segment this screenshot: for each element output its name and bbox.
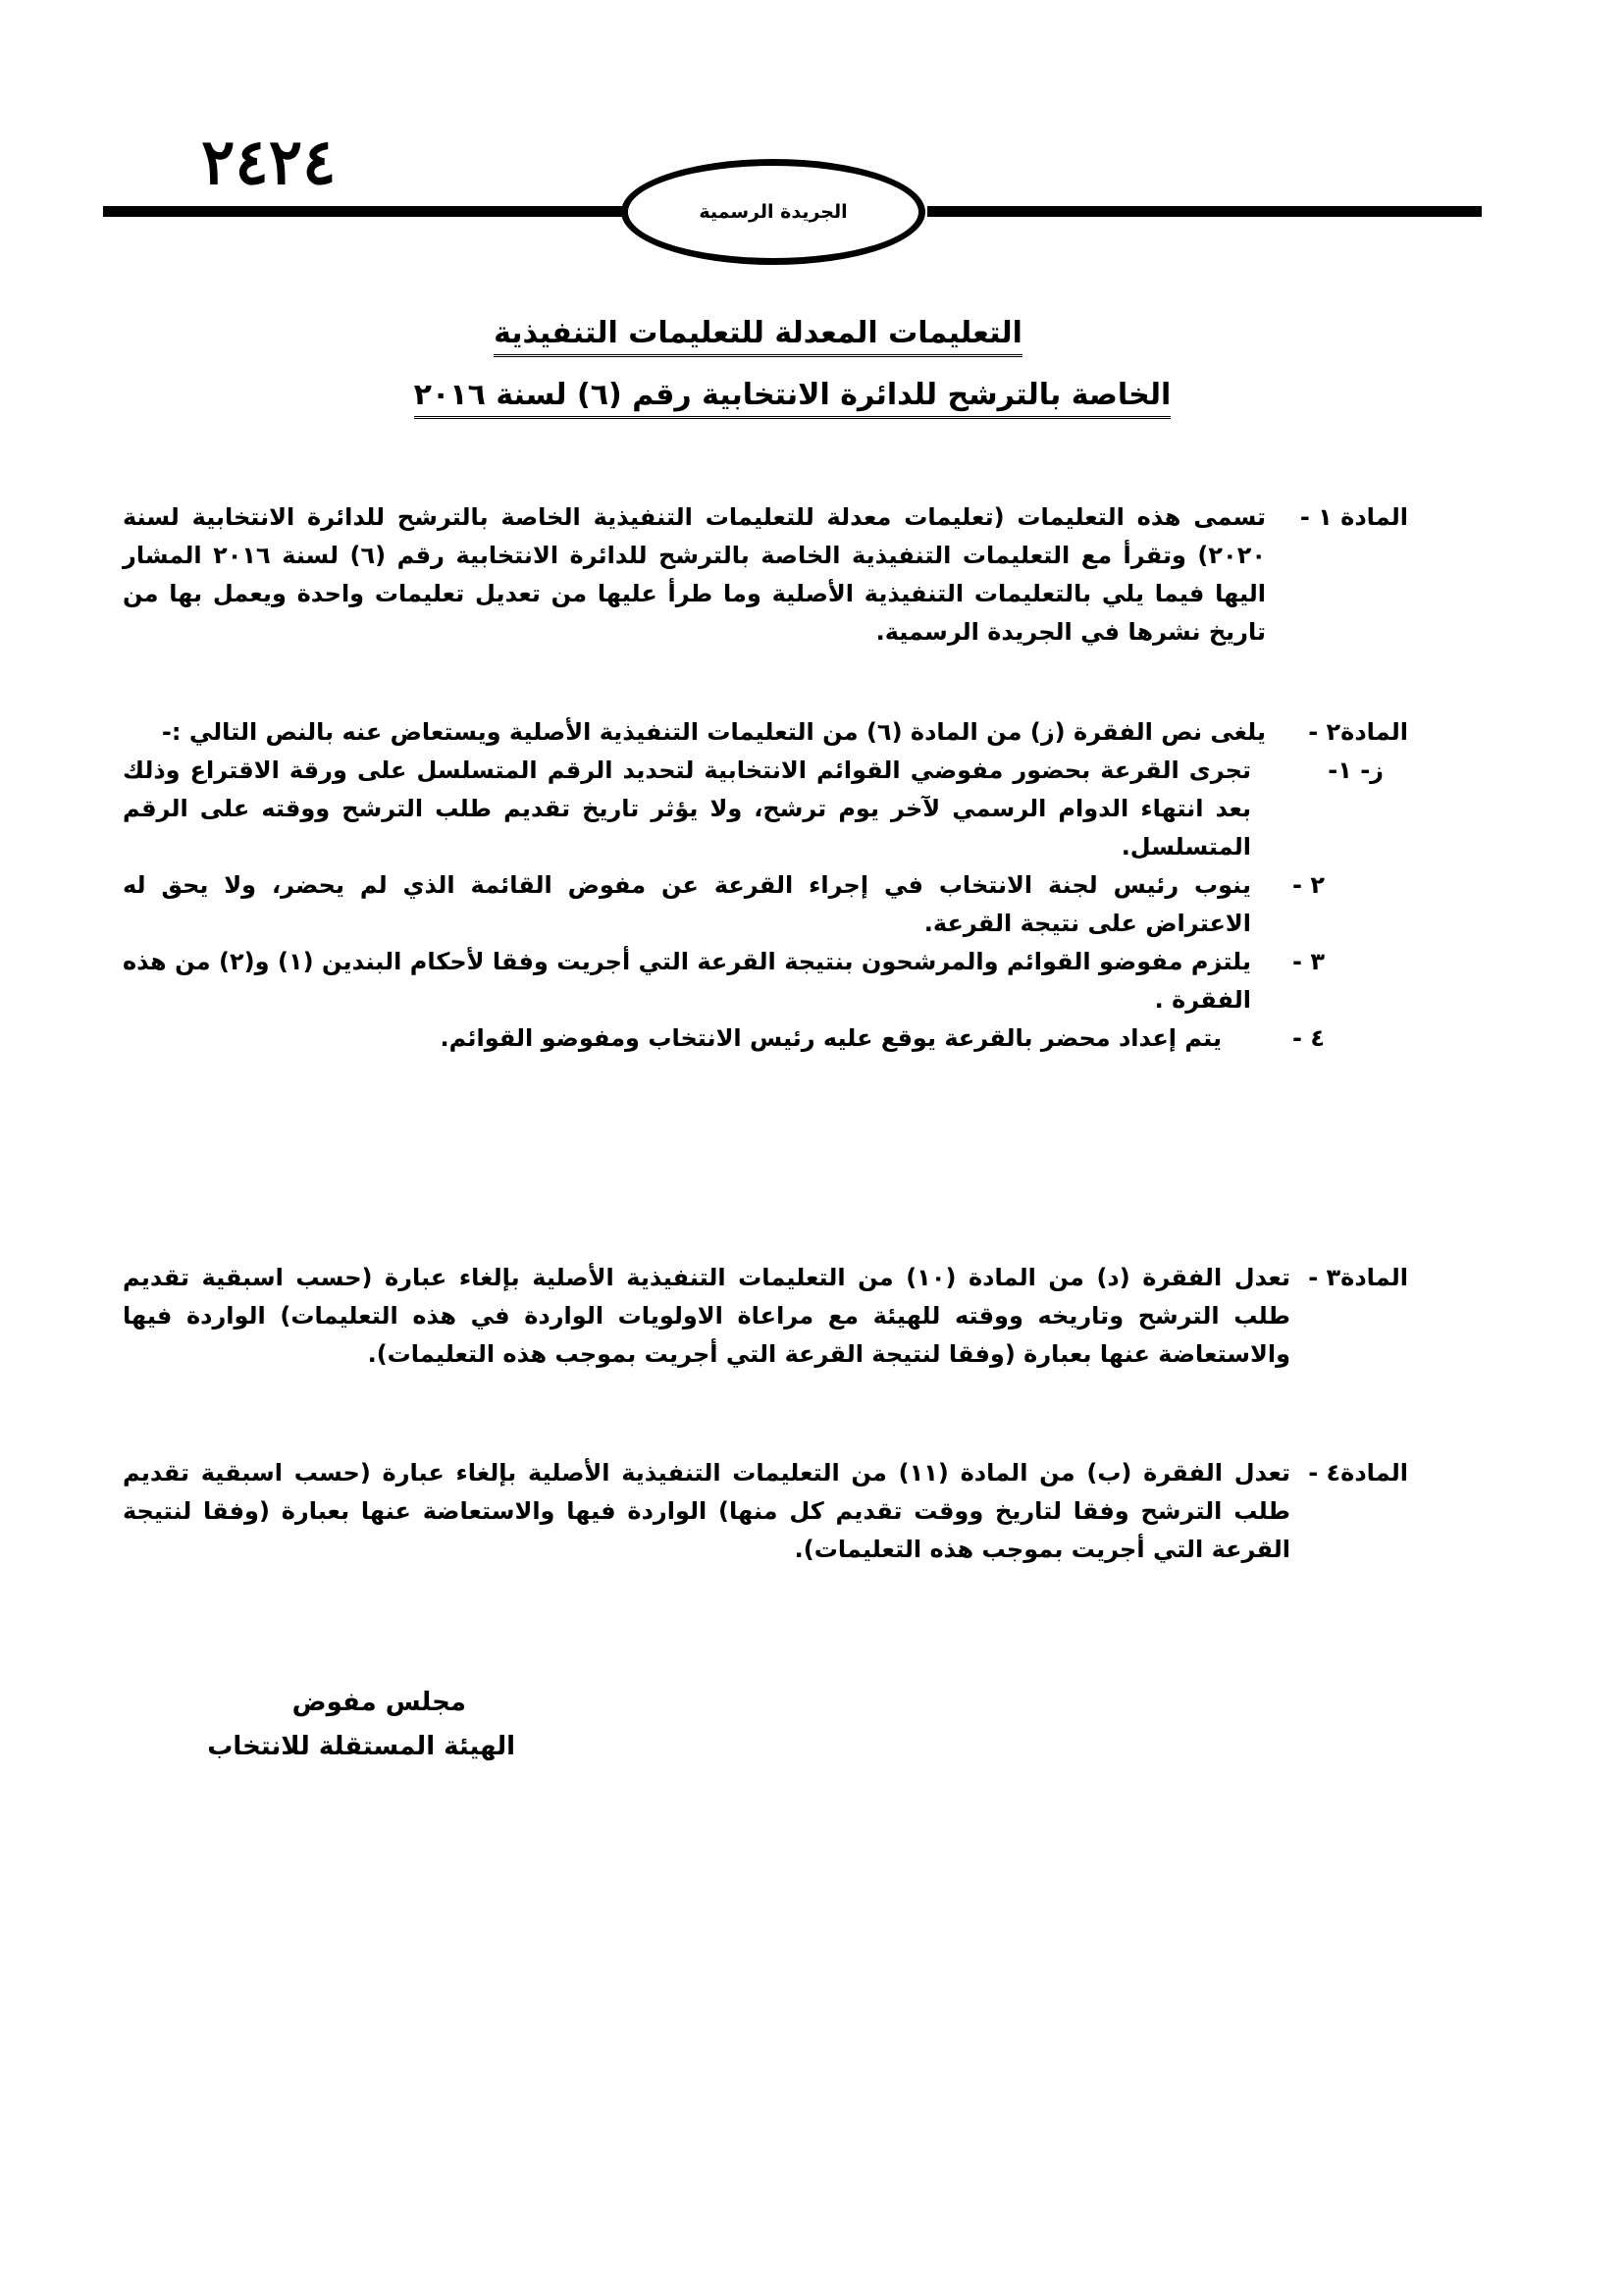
article-text: تعدل الفقرة (د) من المادة (١٠) من التعليمات التنفيذية الأصلية بإلغاء عبارة (حسب اسبقية تقديم طلب الترشح وتاريخه ووقته للهيئة مع مراعاة الاولويات الواردة في هذه التعليمات) الواردة فيها والاستعاضة عنها بعبارة (وفقا لنتيجة القرعة التي أجريت بموجب هذه التعليمات). <box>123 1264 1290 1368</box>
title-line1-text: التعليمات المعدلة للتعليمات التنفيذية <box>494 316 1022 357</box>
article-text: تعدل الفقرة (ب) من المادة (١١) من التعليمات التنفيذية الأصلية بإلغاء عبارة (حسب اسبقية تقديم طلب الترشح وفقا لتاريخ ووقت تقديم كل منها) الواردة فيها والاستعاضة عنها بعبارة (وفقا لنتيجة القرعة التي أجريت بموجب هذه التعليمات). <box>123 1459 1290 1563</box>
article-label: المادة٢ - <box>1308 718 1408 746</box>
article-2-items <box>123 752 1384 1058</box>
article-2 <box>123 713 1408 1058</box>
list-item <box>123 752 1384 866</box>
article-4 <box>123 1454 1408 1569</box>
gazette-emblem-oval <box>621 159 925 265</box>
document-title-line2 <box>0 378 1604 419</box>
item-label: ٢ - <box>1292 871 1325 899</box>
signature-line2: الهيئة المستقلة للانتخاب <box>207 1732 515 1761</box>
list-item <box>123 1019 1325 1058</box>
page-number: ٢٤٢٤ <box>201 126 337 199</box>
item-text: يتم إعداد محضر بالقرعة يوقع عليه رئيس الانتخاب ومفوضو القوائم. <box>440 1024 1222 1052</box>
item-label: ٤ - <box>1292 1024 1325 1052</box>
article-label: المادة٣ - <box>1308 1264 1408 1291</box>
article-1 <box>123 498 1408 652</box>
gazette-name: الجريدة الرسمية <box>699 201 848 223</box>
item-text: ينوب رئيس لجنة الانتخاب في إجراء القرعة عن مفوض القائمة الذي لم يحضر، ولا يحق له الاعتراض على نتيجة القرعة. <box>123 871 1251 937</box>
item-text: يلتزم مفوضو القوائم والمرشحون بنتيجة القرعة التي أجريت وفقا لأحكام البندين (١) و(٢) من هذه الفقرة . <box>123 948 1251 1014</box>
article-3 <box>123 1259 1408 1374</box>
list-item <box>123 943 1325 1019</box>
article-text: يلغى نص الفقرة (ز) من المادة (٦) من التعليمات التنفيذية الأصلية ويستعاض عنه بالنص التالي :- <box>161 718 1266 746</box>
document-title-line1 <box>0 316 1570 357</box>
item-text: تجرى القرعة بحضور مفوضي القوائم الانتخابية لتحديد الرقم المتسلسل على ورقة الاقتراع وذلك بعد انتهاء الدوام الرسمي لآخر يوم ترشح، ولا يؤثر تاريخ تقديم طلب الترشح ووقته على الرقم المتسلسل. <box>123 757 1251 861</box>
list-item <box>123 866 1325 943</box>
article-text: تسمى هذه التعليمات (تعليمات معدلة للتعليمات التنفيذية الخاصة بالترشح للدائرة الانتخابية لسنة ٢٠٢٠) وتقرأ مع التعليمات التنفيذية الخاصة بالترشح للدائرة الانتخابية رقم (٦) لسنة ٢٠١٦ المشار اليها فيما يلي بالتعليمات التنفيذية الأصلية وما طرأ عليها من تعديل تعليمات واحدة ويعمل بها من تاريخ نشرها في الجريدة الرسمية. <box>123 503 1266 646</box>
item-label: ٣ - <box>1292 948 1325 975</box>
header-rule-right <box>927 206 1482 217</box>
title-line2-text: الخاصة بالترشح للدائرة الانتخابية رقم (٦) لسنة ٢٠١٦ <box>414 378 1172 419</box>
article-label: المادة٤ - <box>1308 1459 1408 1487</box>
article-label: المادة ١ - <box>1299 503 1408 531</box>
header-rule-left <box>103 206 628 217</box>
item-label: ز- ١- <box>1328 757 1384 784</box>
signature-line1: مجلس مفوض <box>291 1688 466 1717</box>
